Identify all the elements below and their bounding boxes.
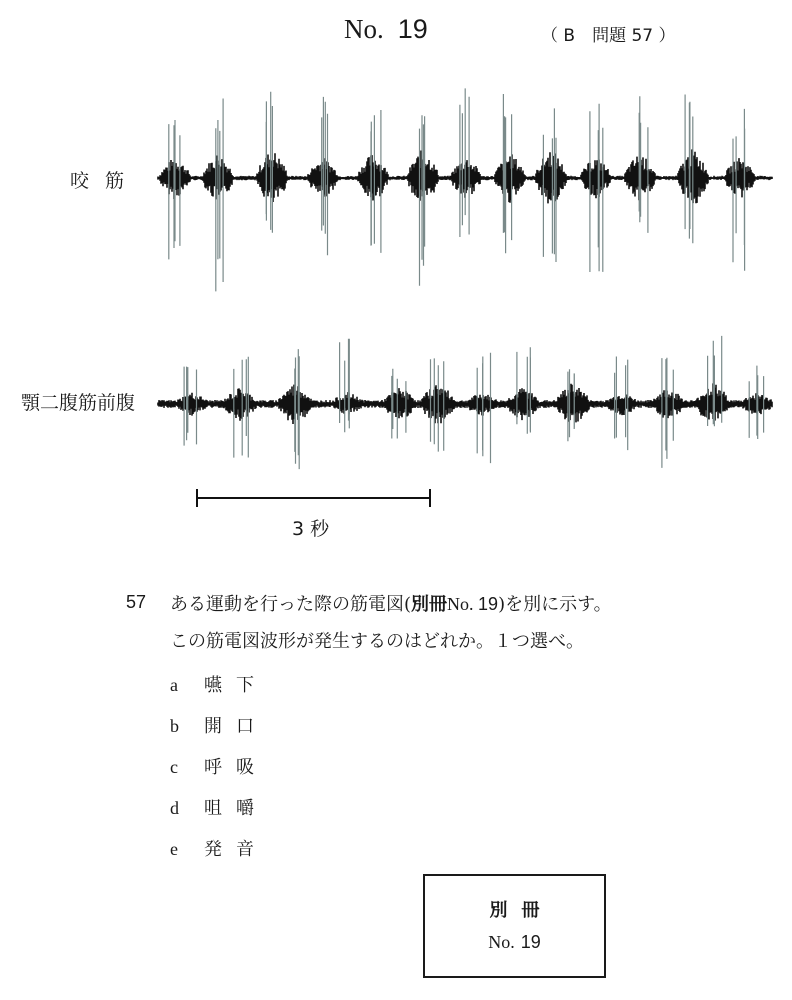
digastric-body [158, 383, 772, 424]
appendix-title: 別冊 [489, 900, 554, 921]
option-letter: d [170, 798, 179, 818]
answer-option-b[interactable] [170, 712, 268, 738]
answer-option-a[interactable] [170, 671, 268, 697]
option-text: 咀嚼 [204, 798, 268, 819]
digastric-emg-trace [158, 336, 772, 469]
option-letter: c [170, 757, 178, 777]
question-stem-line2: この筋電図波形が発生するのはどれか。１つ選べ。 [170, 631, 584, 652]
question-stem-line1: ある運動を行った際の筋電図(別冊No. 19)を別に示す。 [170, 594, 612, 615]
time-scale-label: 3 秒 [292, 518, 330, 540]
option-letter: b [170, 716, 179, 736]
appendix-number: No. 19 [488, 932, 541, 952]
option-text: 発音 [204, 839, 268, 860]
page-number-prefix: No. [344, 14, 384, 44]
page-number-value: 19 [397, 14, 428, 44]
option-letter: a [170, 675, 178, 695]
answer-option-d[interactable] [170, 794, 268, 820]
option-text: 呼吸 [204, 757, 268, 778]
answer-option-c[interactable] [170, 753, 268, 779]
question-number: 57 [126, 592, 147, 612]
time-scale-bar [197, 489, 430, 507]
question-reference: （ B 問題 57 ） [541, 26, 676, 46]
digastric-spike-4 [340, 339, 350, 433]
appendix-reference-box [423, 874, 606, 978]
masseter-label: 咬筋 [70, 170, 141, 192]
masseter-emg-trace [158, 88, 772, 291]
option-text: 嚥下 [204, 675, 268, 696]
masseter-spike-2 [216, 99, 223, 292]
option-text: 開口 [204, 716, 268, 737]
option-letter: e [170, 839, 178, 859]
answer-option-e[interactable] [170, 835, 268, 861]
digastric-label: 顎二腹筋前腹 [21, 392, 136, 414]
